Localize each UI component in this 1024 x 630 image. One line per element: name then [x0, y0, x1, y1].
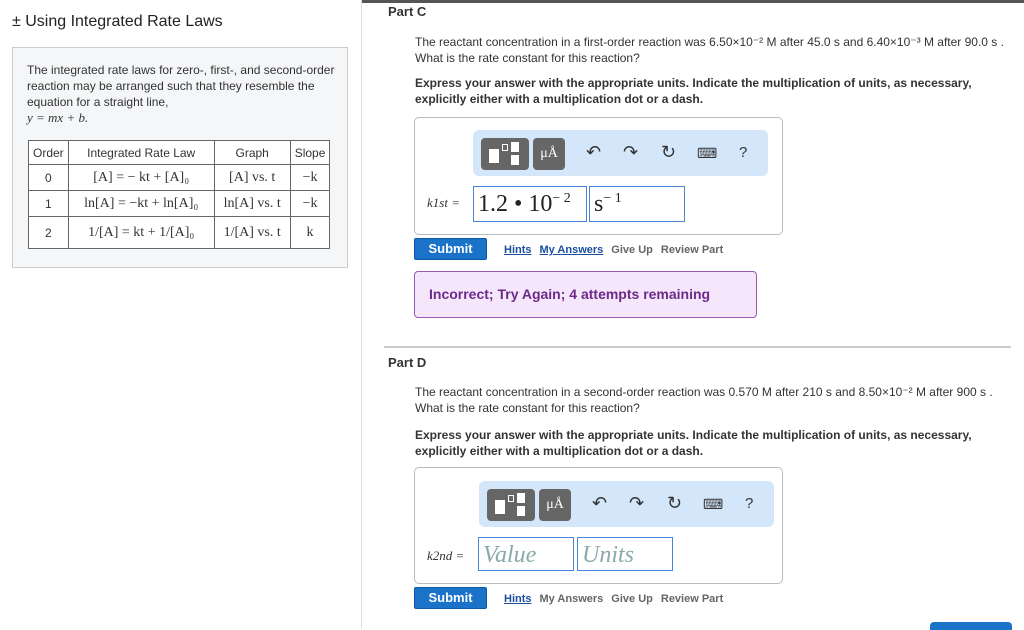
slope-cell: k — [290, 217, 330, 249]
units-input[interactable] — [589, 186, 685, 222]
table-row — [29, 191, 330, 217]
law-cell: 1/[A] = kt + 1/[A]₀ — [68, 217, 214, 249]
value-input[interactable]: Value — [478, 537, 574, 571]
header-graph: Graph — [214, 141, 290, 165]
part-d-answer-box — [414, 467, 783, 584]
part-c-submit-button[interactable]: Submit — [414, 238, 487, 260]
order-cell: 1 — [29, 191, 69, 217]
intro-text: The integrated rate laws for zero-, first-, and second-order reaction may be arranged such that they resemble the equation for a straight line, — [27, 63, 335, 109]
reset-icon[interactable]: ↻ — [661, 142, 677, 162]
hints-link[interactable]: Hints — [504, 593, 532, 605]
redo-icon[interactable]: ↷ — [629, 493, 645, 513]
units-input[interactable]: Units — [577, 537, 673, 571]
line-equation: y = mx + b. — [27, 110, 89, 125]
part-c-question: The reactant concentration in a first-order reaction was 6.50×10⁻² M after 45.0 s and 6.40×10⁻³ M after 90.0 s . What is the rate constant for this reaction? — [415, 35, 1004, 65]
order-cell: 2 — [29, 217, 69, 249]
give-up-link[interactable]: Give Up — [611, 593, 653, 605]
top-bar — [362, 0, 1024, 3]
graph-cell: [A] vs. t — [214, 165, 290, 191]
undo-icon[interactable]: ↶ — [586, 142, 602, 162]
table-row — [29, 217, 330, 249]
unit-exponent: − 1 — [603, 191, 622, 206]
law-cell: ln[A] = −kt + ln[A]₀ — [68, 191, 214, 217]
part-d-question: The reactant concentration in a second-order reaction was 0.570 M after 210 s and 8.50×10⁻² M after 900 s . What is the rate constant for this reaction? — [415, 385, 993, 415]
k2nd-label: k2nd = — [427, 548, 465, 563]
table-row — [29, 165, 330, 191]
math-toolbar — [473, 130, 768, 176]
value-mantissa: 1.2 • 10 — [478, 191, 553, 217]
keyboard-icon[interactable]: ⌨ — [703, 496, 724, 512]
review-part-link[interactable]: Review Part — [660, 244, 724, 256]
part-c-links — [504, 244, 731, 256]
part-d-submit-button[interactable]: Submit — [414, 587, 487, 609]
units-button[interactable]: μÅ — [533, 138, 565, 170]
review-part-link[interactable]: Review Part — [660, 593, 724, 605]
slope-cell: −k — [290, 165, 330, 191]
graph-cell: ln[A] vs. t — [214, 191, 290, 217]
header-law: Integrated Rate Law — [68, 141, 214, 165]
part-d-title: Part D — [388, 355, 427, 370]
help-icon[interactable]: ? — [739, 144, 748, 161]
left-panel — [0, 0, 362, 628]
give-up-link[interactable]: Give Up — [611, 244, 653, 256]
part-c-title: Part C — [388, 4, 427, 19]
slope-cell: −k — [290, 191, 330, 217]
info-box — [12, 47, 348, 268]
k1st-label: k1st = — [427, 195, 460, 210]
header-order: Order — [29, 141, 69, 165]
my-answers-link[interactable]: My Answers — [539, 244, 604, 256]
unit-text: s — [594, 191, 604, 217]
part-c-instructions: Express your answer with the appropriate units. Indicate the multiplication of units, as necessary, explicitly either with a multiplication dot or a dash. — [415, 76, 972, 106]
undo-icon[interactable]: ↶ — [592, 493, 608, 513]
divider — [384, 346, 1011, 348]
math-toolbar — [479, 481, 774, 527]
templates-button[interactable] — [481, 138, 529, 170]
templates-button[interactable] — [487, 489, 535, 521]
rate-law-table — [28, 140, 330, 249]
header-slope: Slope — [290, 141, 330, 165]
keyboard-icon[interactable]: ⌨ — [697, 145, 718, 161]
value-exponent: − 2 — [552, 191, 571, 206]
feedback-message: Incorrect; Try Again; 4 attempts remaining — [414, 271, 757, 318]
law-cell: [A] = − kt + [A]₀ — [68, 165, 214, 191]
reset-icon[interactable]: ↻ — [667, 493, 683, 513]
section-title: ± Using Integrated Rate Laws — [12, 13, 223, 30]
part-d-links — [504, 593, 731, 605]
redo-icon[interactable]: ↷ — [623, 142, 639, 162]
help-icon[interactable]: ? — [745, 495, 754, 512]
my-answers-link[interactable]: My Answers — [539, 593, 604, 605]
graph-cell: 1/[A] vs. t — [214, 217, 290, 249]
units-button[interactable]: μÅ — [539, 489, 571, 521]
part-c-answer-box — [414, 117, 783, 235]
continue-button[interactable] — [930, 622, 1012, 630]
part-d-instructions: Express your answer with the appropriate units. Indicate the multiplication of units, as necessary, explicitly either with a multiplication dot or a dash. — [415, 428, 972, 458]
order-cell: 0 — [29, 165, 69, 191]
hints-link[interactable]: Hints — [504, 244, 532, 256]
value-input[interactable] — [473, 186, 587, 222]
